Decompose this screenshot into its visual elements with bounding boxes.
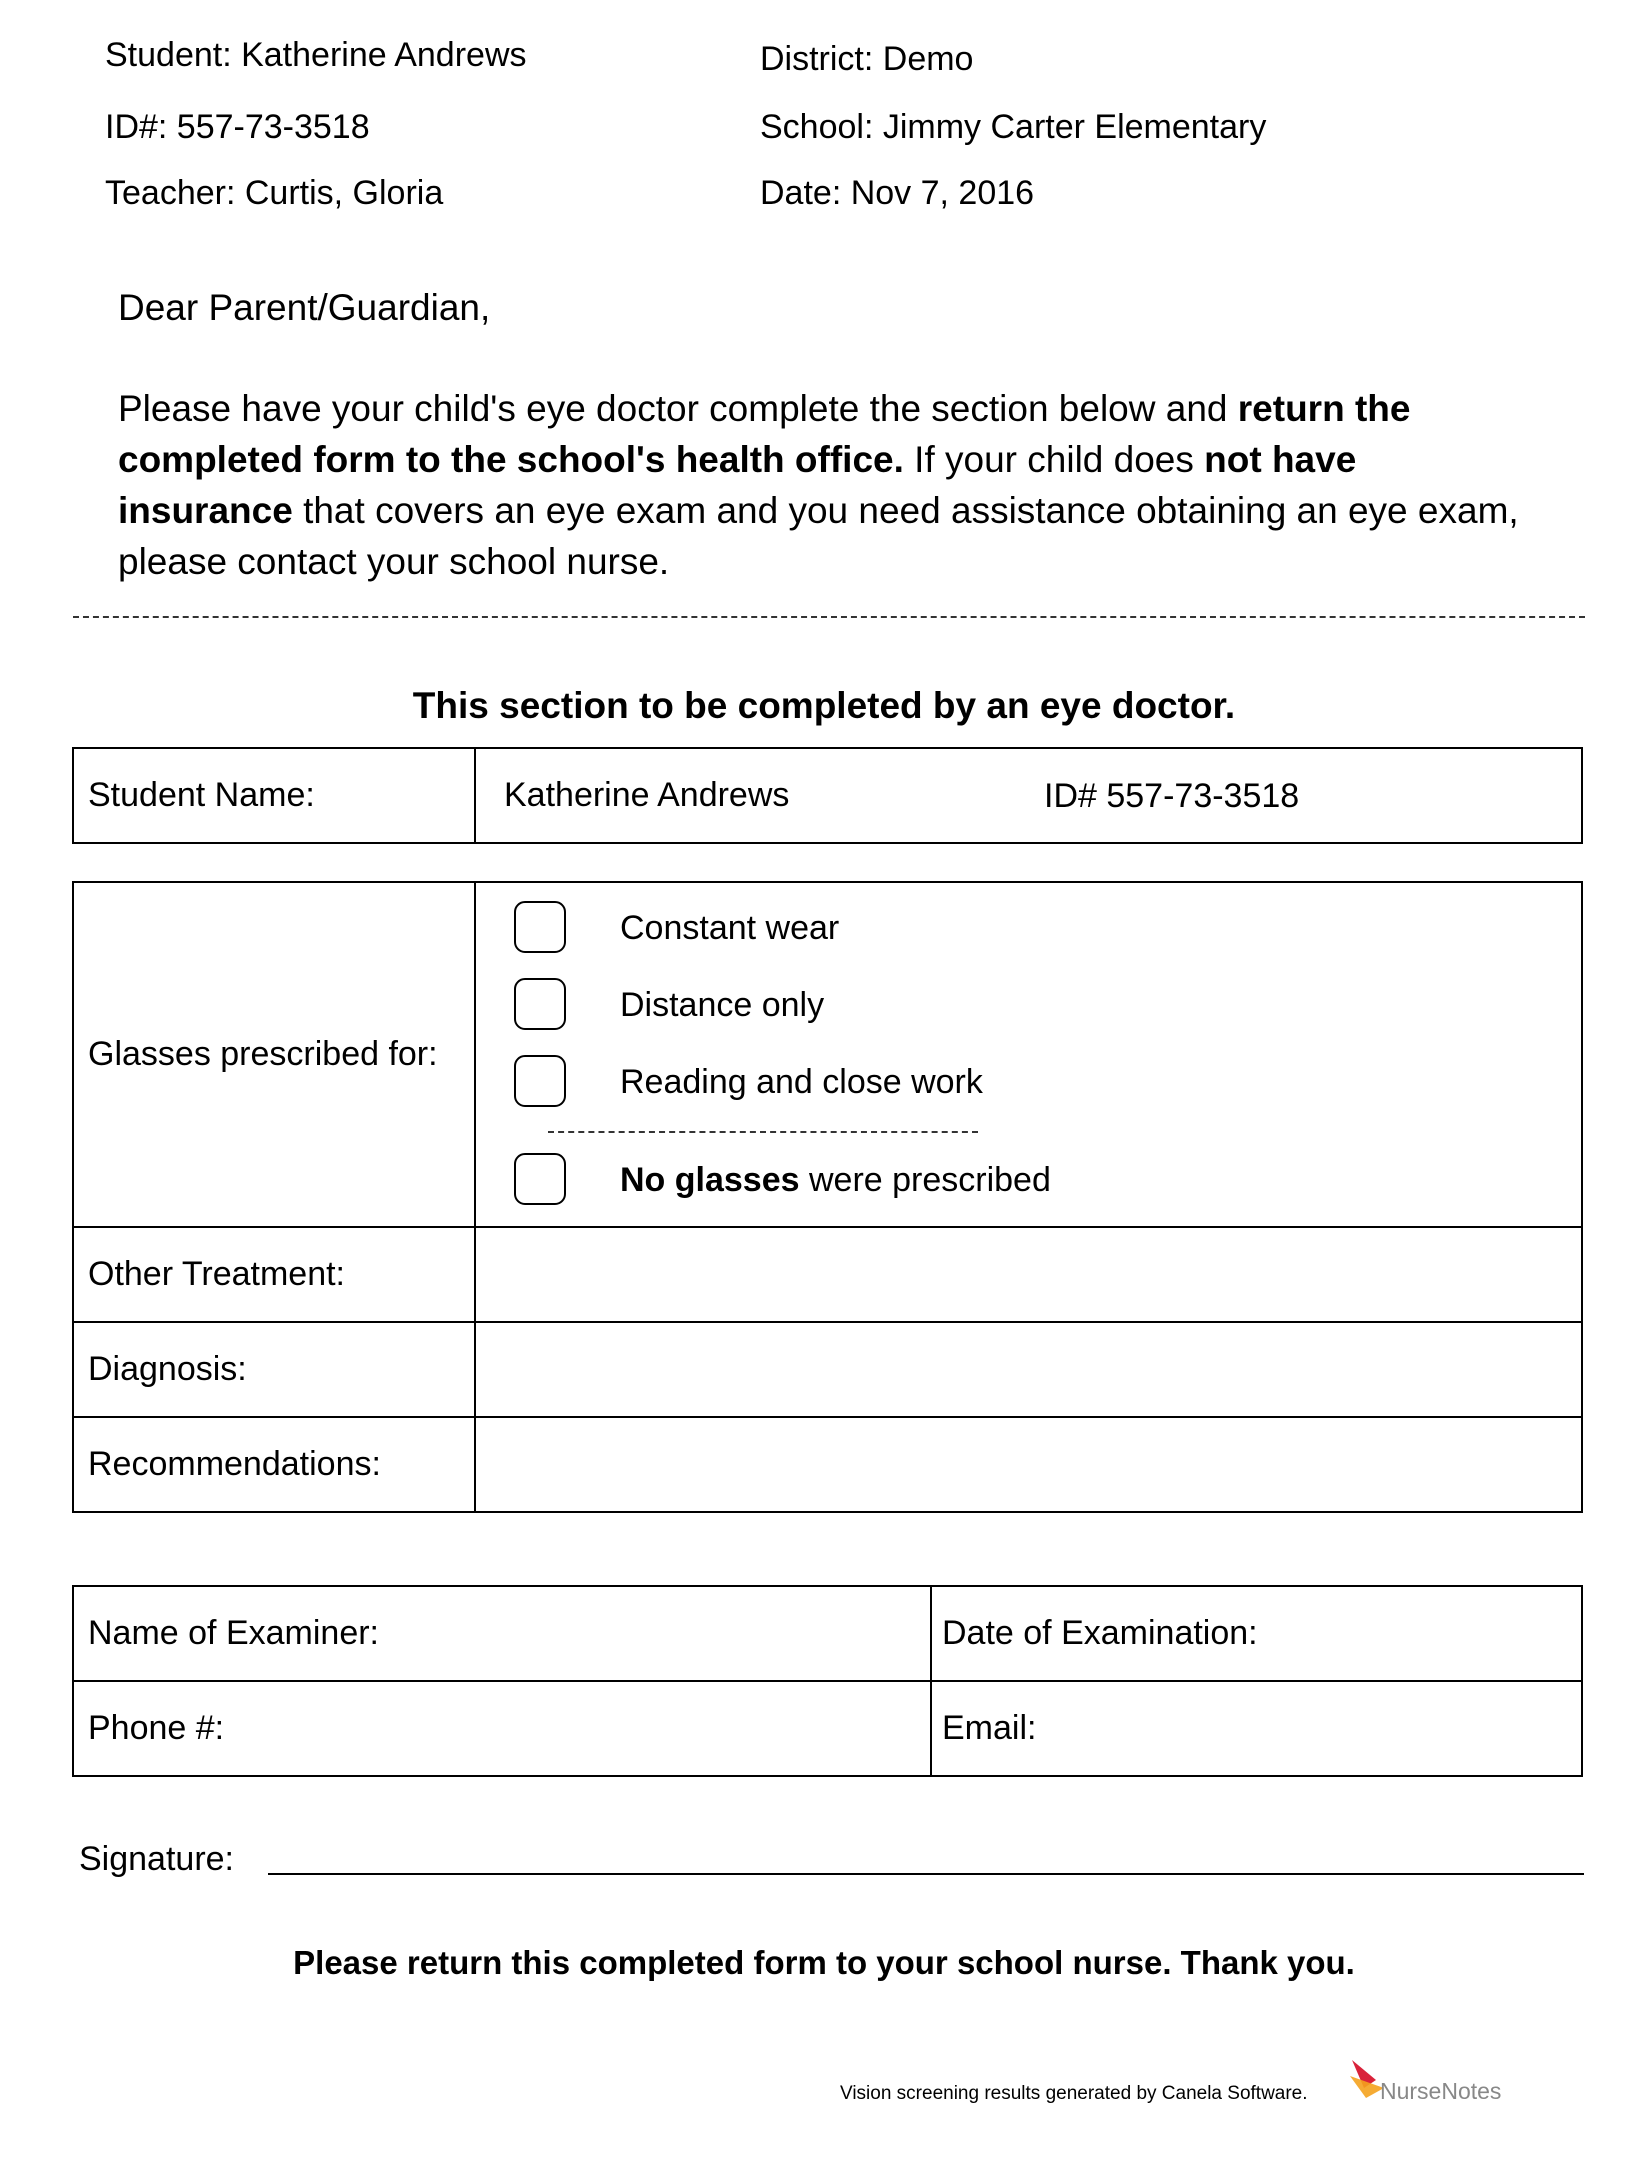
- header-teacher: Teacher: Curtis, Gloria: [105, 174, 444, 212]
- other-treatment-label: Other Treatment:: [73, 1227, 475, 1322]
- signature-label: Signature:: [79, 1840, 234, 1878]
- glasses-label: Glasses prescribed for:: [73, 882, 475, 1227]
- email-field[interactable]: Email:: [931, 1681, 1582, 1776]
- no-glasses-bold: No glasses: [620, 1161, 800, 1199]
- letter-text-2: If your child does: [903, 439, 1205, 480]
- closing-note: Please return this completed form to your school nurse. Thank you.: [293, 1944, 1355, 1981]
- student-name-label: Student Name:: [73, 748, 475, 843]
- header-school: School: Jimmy Carter Elementary: [760, 108, 1267, 146]
- recommendations-label: Recommendations:: [73, 1417, 475, 1512]
- other-treatment-field[interactable]: [475, 1227, 1582, 1322]
- section-title: This section to be completed by an eye doctor.: [412, 685, 1236, 726]
- letter-text-3: that covers an eye exam and you need assistance obtaining an eye exam, please contact your school nurse.: [118, 490, 1519, 582]
- checkbox[interactable]: [514, 901, 566, 953]
- option-label: Reading and close work: [620, 1063, 983, 1101]
- student-table: [72, 747, 1583, 844]
- examiner-name-field[interactable]: Name of Examiner:: [73, 1586, 931, 1681]
- student-name-cell: [475, 748, 1582, 843]
- header-district: District: Demo: [760, 40, 974, 78]
- option-label: Constant wear: [620, 909, 840, 947]
- examiner-table: [72, 1585, 1583, 1777]
- recommendations-field[interactable]: [475, 1417, 1582, 1512]
- diagnosis-field[interactable]: [475, 1322, 1582, 1417]
- no-glasses-rest: were prescribed: [799, 1161, 1051, 1199]
- letter-bold-2: not have insurance: [118, 439, 1357, 531]
- footer-brand: NurseNotes: [1380, 2078, 1502, 2104]
- checkbox[interactable]: [514, 1153, 566, 1205]
- header-id: ID#: 557-73-3518: [105, 108, 370, 146]
- phone-field[interactable]: Phone #:: [73, 1681, 931, 1776]
- letter-bold-1: return the completed form to the school's health office.: [118, 388, 1411, 480]
- footer-generated: Vision screening results generated by Canela Software.: [840, 2083, 1308, 2104]
- option-label: Distance only: [620, 986, 825, 1024]
- diagnosis-label: Diagnosis:: [73, 1322, 475, 1417]
- signature-line[interactable]: [268, 1873, 1584, 1875]
- header-student: Student: Katherine Andrews: [105, 36, 527, 74]
- cut-line: [73, 616, 1585, 618]
- header-date: Date: Nov 7, 2016: [760, 174, 1035, 212]
- option-label: [620, 1161, 1051, 1200]
- checkbox[interactable]: [514, 1055, 566, 1107]
- student-id-value: ID# 557-73-3518: [1044, 777, 1300, 815]
- exam-date-field[interactable]: Date of Examination:: [931, 1586, 1582, 1681]
- letter-greeting: Dear Parent/Guardian,: [118, 287, 491, 328]
- options-divider: [548, 1131, 978, 1133]
- checkbox[interactable]: [514, 978, 566, 1030]
- letter-paragraph: [118, 383, 1538, 587]
- student-name-value: Katherine Andrews: [504, 776, 790, 814]
- letter-text-1: Please have your child's eye doctor complete the section below and: [118, 388, 1238, 429]
